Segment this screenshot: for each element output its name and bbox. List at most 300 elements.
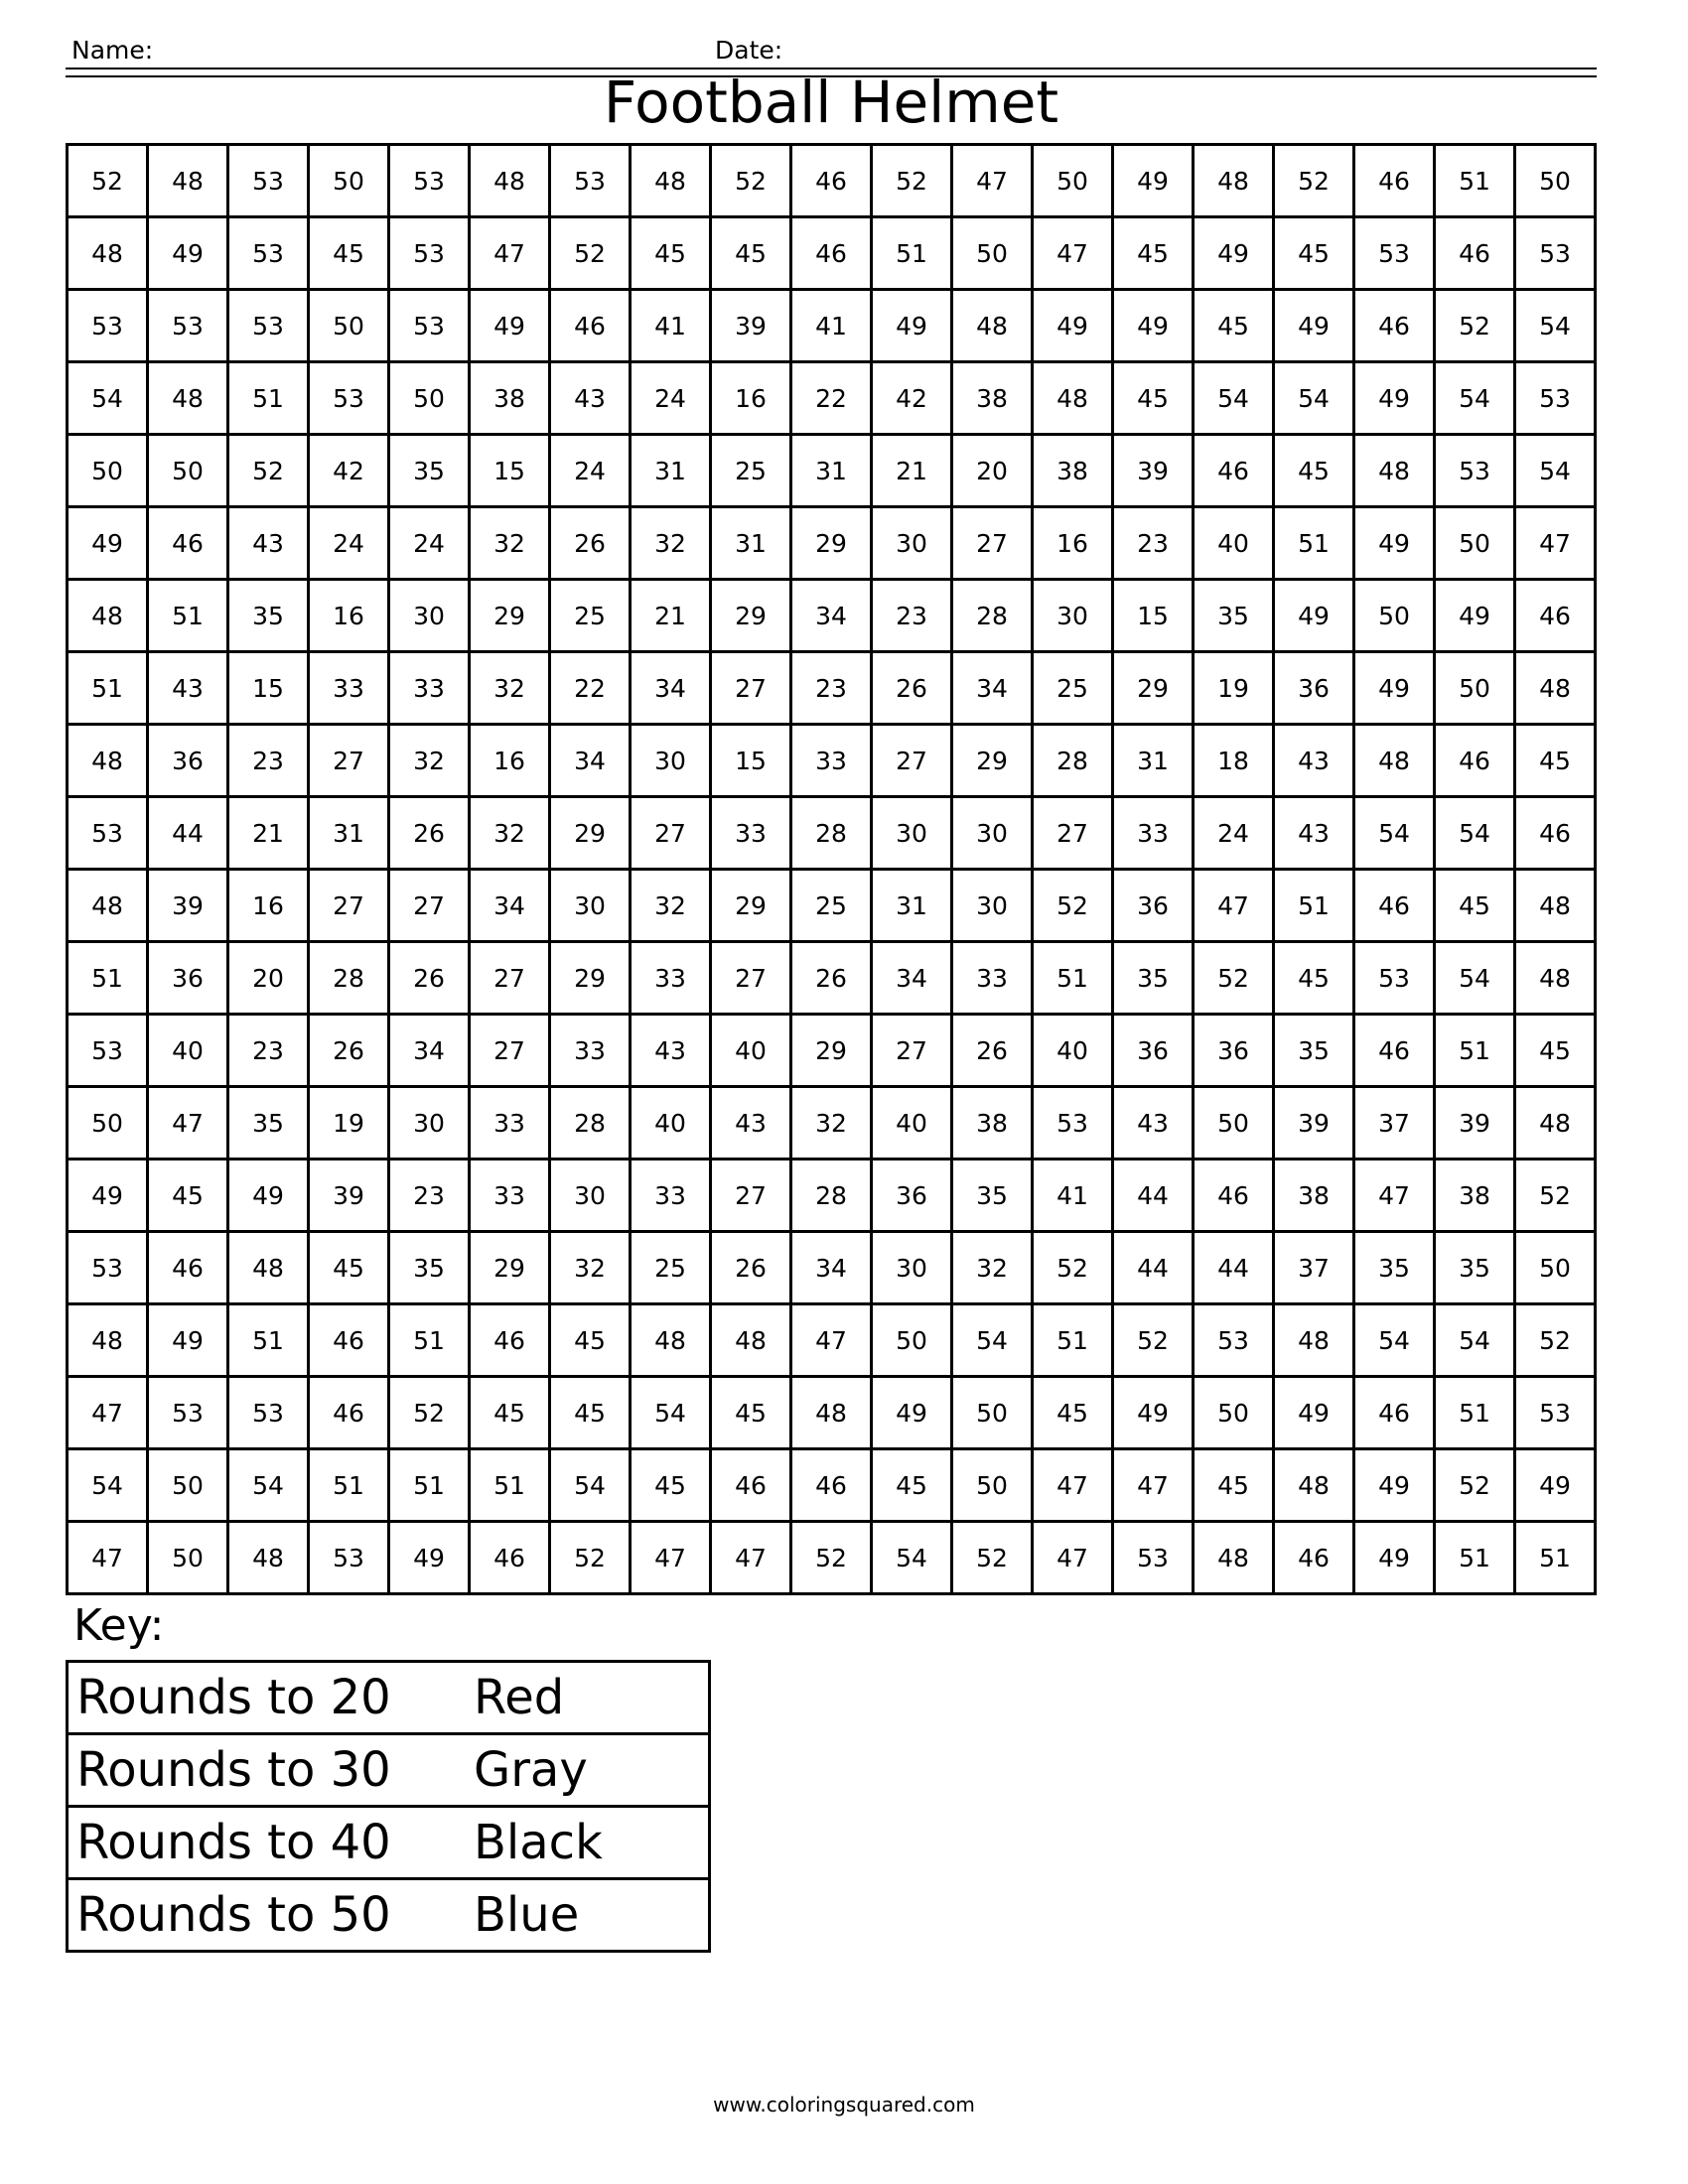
grid-cell[interactable]: 39 xyxy=(1274,1087,1354,1160)
grid-cell[interactable]: 23 xyxy=(791,652,872,725)
grid-cell[interactable]: 49 xyxy=(1435,580,1515,652)
grid-cell[interactable]: 46 xyxy=(1515,580,1596,652)
grid-cell[interactable]: 30 xyxy=(389,1087,470,1160)
grid-cell[interactable]: 53 xyxy=(309,362,389,435)
grid-cell[interactable]: 32 xyxy=(470,507,550,580)
grid-cell[interactable]: 48 xyxy=(1515,942,1596,1015)
grid-cell[interactable]: 46 xyxy=(309,1377,389,1449)
grid-cell[interactable]: 35 xyxy=(952,1160,1033,1232)
grid-cell[interactable]: 51 xyxy=(148,580,228,652)
grid-cell[interactable]: 45 xyxy=(631,1449,711,1522)
grid-cell[interactable]: 35 xyxy=(1274,1015,1354,1087)
grid-cell[interactable]: 53 xyxy=(1515,362,1596,435)
grid-cell[interactable]: 40 xyxy=(711,1015,791,1087)
grid-cell[interactable]: 26 xyxy=(389,797,470,870)
grid-cell[interactable]: 49 xyxy=(1113,145,1194,217)
grid-cell[interactable]: 52 xyxy=(228,435,309,507)
grid-cell[interactable]: 47 xyxy=(148,1087,228,1160)
grid-cell[interactable]: 27 xyxy=(711,1160,791,1232)
grid-cell[interactable]: 28 xyxy=(791,797,872,870)
grid-cell[interactable]: 29 xyxy=(550,797,631,870)
grid-cell[interactable]: 46 xyxy=(791,1449,872,1522)
grid-cell[interactable]: 54 xyxy=(952,1304,1033,1377)
grid-cell[interactable]: 50 xyxy=(68,1087,148,1160)
grid-cell[interactable]: 45 xyxy=(1515,1015,1596,1087)
grid-cell[interactable]: 19 xyxy=(309,1087,389,1160)
grid-cell[interactable]: 51 xyxy=(1435,1015,1515,1087)
grid-cell[interactable]: 46 xyxy=(1194,1160,1274,1232)
grid-cell[interactable]: 23 xyxy=(228,1015,309,1087)
grid-cell[interactable]: 43 xyxy=(1274,725,1354,797)
grid-cell[interactable]: 48 xyxy=(1274,1449,1354,1522)
grid-cell[interactable]: 24 xyxy=(309,507,389,580)
grid-cell[interactable]: 31 xyxy=(1113,725,1194,797)
grid-cell[interactable]: 35 xyxy=(1435,1232,1515,1304)
grid-cell[interactable]: 27 xyxy=(389,870,470,942)
grid-cell[interactable]: 16 xyxy=(1033,507,1113,580)
grid-cell[interactable]: 25 xyxy=(550,580,631,652)
grid-cell[interactable]: 30 xyxy=(631,725,711,797)
grid-cell[interactable]: 52 xyxy=(1435,1449,1515,1522)
grid-cell[interactable]: 30 xyxy=(550,1160,631,1232)
grid-cell[interactable]: 39 xyxy=(1435,1087,1515,1160)
grid-cell[interactable]: 45 xyxy=(872,1449,952,1522)
grid-cell[interactable]: 30 xyxy=(872,797,952,870)
grid-cell[interactable]: 45 xyxy=(1033,1377,1113,1449)
grid-cell[interactable]: 35 xyxy=(228,580,309,652)
grid-cell[interactable]: 24 xyxy=(389,507,470,580)
grid-cell[interactable]: 48 xyxy=(1515,1087,1596,1160)
grid-cell[interactable]: 52 xyxy=(1274,145,1354,217)
grid-cell[interactable]: 23 xyxy=(228,725,309,797)
grid-cell[interactable]: 48 xyxy=(68,870,148,942)
grid-cell[interactable]: 31 xyxy=(872,870,952,942)
grid-cell[interactable]: 48 xyxy=(1033,362,1113,435)
grid-cell[interactable]: 45 xyxy=(470,1377,550,1449)
grid-cell[interactable]: 15 xyxy=(470,435,550,507)
grid-cell[interactable]: 24 xyxy=(550,435,631,507)
grid-cell[interactable]: 53 xyxy=(148,290,228,362)
grid-cell[interactable]: 47 xyxy=(1354,1160,1435,1232)
grid-cell[interactable]: 52 xyxy=(1113,1304,1194,1377)
grid-cell[interactable]: 27 xyxy=(309,725,389,797)
grid-cell[interactable]: 46 xyxy=(1354,1377,1435,1449)
grid-cell[interactable]: 32 xyxy=(550,1232,631,1304)
grid-cell[interactable]: 31 xyxy=(631,435,711,507)
grid-cell[interactable]: 53 xyxy=(1354,217,1435,290)
grid-cell[interactable]: 25 xyxy=(791,870,872,942)
grid-cell[interactable]: 50 xyxy=(1435,507,1515,580)
grid-cell[interactable]: 44 xyxy=(1113,1232,1194,1304)
grid-cell[interactable]: 45 xyxy=(1194,1449,1274,1522)
grid-cell[interactable]: 50 xyxy=(952,217,1033,290)
grid-cell[interactable]: 39 xyxy=(148,870,228,942)
grid-cell[interactable]: 45 xyxy=(550,1304,631,1377)
grid-cell[interactable]: 26 xyxy=(952,1015,1033,1087)
grid-cell[interactable]: 25 xyxy=(631,1232,711,1304)
grid-cell[interactable]: 20 xyxy=(228,942,309,1015)
grid-cell[interactable]: 52 xyxy=(1033,870,1113,942)
grid-cell[interactable]: 48 xyxy=(68,580,148,652)
grid-cell[interactable]: 40 xyxy=(1033,1015,1113,1087)
grid-cell[interactable]: 54 xyxy=(228,1449,309,1522)
grid-cell[interactable]: 46 xyxy=(309,1304,389,1377)
grid-cell[interactable]: 49 xyxy=(68,507,148,580)
grid-cell[interactable]: 47 xyxy=(1033,1522,1113,1594)
grid-cell[interactable]: 27 xyxy=(1033,797,1113,870)
grid-cell[interactable]: 30 xyxy=(952,797,1033,870)
grid-cell[interactable]: 41 xyxy=(791,290,872,362)
grid-cell[interactable]: 27 xyxy=(952,507,1033,580)
grid-cell[interactable]: 24 xyxy=(631,362,711,435)
grid-cell[interactable]: 40 xyxy=(872,1087,952,1160)
grid-cell[interactable]: 27 xyxy=(872,725,952,797)
grid-cell[interactable]: 29 xyxy=(470,1232,550,1304)
grid-cell[interactable]: 53 xyxy=(1194,1304,1274,1377)
grid-cell[interactable]: 52 xyxy=(1033,1232,1113,1304)
grid-cell[interactable]: 45 xyxy=(309,1232,389,1304)
grid-cell[interactable]: 36 xyxy=(1113,870,1194,942)
grid-cell[interactable]: 26 xyxy=(872,652,952,725)
grid-cell[interactable]: 53 xyxy=(68,797,148,870)
grid-cell[interactable]: 45 xyxy=(631,217,711,290)
grid-cell[interactable]: 32 xyxy=(631,870,711,942)
grid-cell[interactable]: 46 xyxy=(711,1449,791,1522)
grid-cell[interactable]: 22 xyxy=(550,652,631,725)
grid-cell[interactable]: 47 xyxy=(68,1377,148,1449)
grid-cell[interactable]: 33 xyxy=(550,1015,631,1087)
grid-cell[interactable]: 48 xyxy=(228,1232,309,1304)
grid-cell[interactable]: 33 xyxy=(791,725,872,797)
grid-cell[interactable]: 53 xyxy=(1515,1377,1596,1449)
grid-cell[interactable]: 48 xyxy=(1354,725,1435,797)
grid-cell[interactable]: 49 xyxy=(470,290,550,362)
grid-cell[interactable]: 35 xyxy=(1113,942,1194,1015)
grid-cell[interactable]: 16 xyxy=(309,580,389,652)
grid-cell[interactable]: 43 xyxy=(1274,797,1354,870)
grid-cell[interactable]: 48 xyxy=(1274,1304,1354,1377)
grid-cell[interactable]: 44 xyxy=(1113,1160,1194,1232)
grid-cell[interactable]: 46 xyxy=(791,145,872,217)
grid-cell[interactable]: 41 xyxy=(1033,1160,1113,1232)
grid-cell[interactable]: 36 xyxy=(148,942,228,1015)
grid-cell[interactable]: 49 xyxy=(228,1160,309,1232)
grid-cell[interactable]: 30 xyxy=(1033,580,1113,652)
grid-cell[interactable]: 46 xyxy=(1435,217,1515,290)
grid-cell[interactable]: 53 xyxy=(1515,217,1596,290)
grid-cell[interactable]: 45 xyxy=(1515,725,1596,797)
grid-cell[interactable]: 50 xyxy=(1515,145,1596,217)
grid-cell[interactable]: 53 xyxy=(389,217,470,290)
grid-cell[interactable]: 29 xyxy=(711,580,791,652)
grid-cell[interactable]: 38 xyxy=(952,362,1033,435)
grid-cell[interactable]: 48 xyxy=(68,725,148,797)
grid-cell[interactable]: 38 xyxy=(952,1087,1033,1160)
grid-cell[interactable]: 48 xyxy=(1354,435,1435,507)
grid-cell[interactable]: 33 xyxy=(631,1160,711,1232)
grid-cell[interactable]: 27 xyxy=(872,1015,952,1087)
grid-cell[interactable]: 52 xyxy=(1515,1304,1596,1377)
grid-cell[interactable]: 50 xyxy=(1194,1377,1274,1449)
grid-cell[interactable]: 48 xyxy=(631,145,711,217)
grid-cell[interactable]: 28 xyxy=(309,942,389,1015)
grid-cell[interactable]: 45 xyxy=(1274,435,1354,507)
grid-cell[interactable]: 31 xyxy=(711,507,791,580)
grid-cell[interactable]: 49 xyxy=(872,290,952,362)
grid-cell[interactable]: 46 xyxy=(1354,1015,1435,1087)
grid-cell[interactable]: 45 xyxy=(711,217,791,290)
grid-cell[interactable]: 52 xyxy=(68,145,148,217)
grid-cell[interactable]: 48 xyxy=(470,145,550,217)
grid-cell[interactable]: 35 xyxy=(389,435,470,507)
grid-cell[interactable]: 48 xyxy=(952,290,1033,362)
grid-cell[interactable]: 49 xyxy=(1113,1377,1194,1449)
grid-cell[interactable]: 52 xyxy=(1515,1160,1596,1232)
grid-cell[interactable]: 33 xyxy=(470,1087,550,1160)
grid-cell[interactable]: 29 xyxy=(711,870,791,942)
grid-cell[interactable]: 52 xyxy=(550,1522,631,1594)
grid-cell[interactable]: 47 xyxy=(470,217,550,290)
grid-cell[interactable]: 54 xyxy=(1435,1304,1515,1377)
grid-cell[interactable]: 46 xyxy=(148,1232,228,1304)
grid-cell[interactable]: 35 xyxy=(228,1087,309,1160)
grid-cell[interactable]: 34 xyxy=(791,580,872,652)
grid-cell[interactable]: 53 xyxy=(1033,1087,1113,1160)
grid-cell[interactable]: 50 xyxy=(148,1522,228,1594)
grid-cell[interactable]: 48 xyxy=(1515,870,1596,942)
grid-cell[interactable]: 49 xyxy=(1033,290,1113,362)
grid-cell[interactable]: 49 xyxy=(1354,507,1435,580)
grid-cell[interactable]: 35 xyxy=(1354,1232,1435,1304)
grid-cell[interactable]: 52 xyxy=(872,145,952,217)
grid-cell[interactable]: 53 xyxy=(68,290,148,362)
grid-cell[interactable]: 45 xyxy=(1113,217,1194,290)
grid-cell[interactable]: 54 xyxy=(68,1449,148,1522)
grid-cell[interactable]: 47 xyxy=(1194,870,1274,942)
grid-cell[interactable]: 50 xyxy=(952,1449,1033,1522)
grid-cell[interactable]: 46 xyxy=(1354,870,1435,942)
grid-cell[interactable]: 53 xyxy=(389,145,470,217)
grid-cell[interactable]: 54 xyxy=(550,1449,631,1522)
grid-cell[interactable]: 48 xyxy=(791,1377,872,1449)
grid-cell[interactable]: 23 xyxy=(1113,507,1194,580)
grid-cell[interactable]: 39 xyxy=(711,290,791,362)
grid-cell[interactable]: 31 xyxy=(309,797,389,870)
grid-cell[interactable]: 43 xyxy=(148,652,228,725)
grid-cell[interactable]: 33 xyxy=(1113,797,1194,870)
grid-cell[interactable]: 51 xyxy=(228,1304,309,1377)
grid-cell[interactable]: 52 xyxy=(791,1522,872,1594)
grid-cell[interactable]: 26 xyxy=(791,942,872,1015)
grid-cell[interactable]: 50 xyxy=(389,362,470,435)
grid-cell[interactable]: 52 xyxy=(711,145,791,217)
grid-cell[interactable]: 51 xyxy=(1274,870,1354,942)
grid-cell[interactable]: 33 xyxy=(389,652,470,725)
grid-cell[interactable]: 32 xyxy=(389,725,470,797)
grid-cell[interactable]: 47 xyxy=(631,1522,711,1594)
grid-cell[interactable]: 50 xyxy=(1354,580,1435,652)
grid-cell[interactable]: 33 xyxy=(309,652,389,725)
grid-cell[interactable]: 49 xyxy=(872,1377,952,1449)
grid-cell[interactable]: 38 xyxy=(470,362,550,435)
grid-cell[interactable]: 50 xyxy=(148,1449,228,1522)
grid-cell[interactable]: 21 xyxy=(872,435,952,507)
grid-cell[interactable]: 50 xyxy=(1194,1087,1274,1160)
grid-cell[interactable]: 34 xyxy=(872,942,952,1015)
grid-cell[interactable]: 54 xyxy=(1435,942,1515,1015)
grid-cell[interactable]: 22 xyxy=(791,362,872,435)
grid-cell[interactable]: 49 xyxy=(68,1160,148,1232)
grid-cell[interactable]: 20 xyxy=(952,435,1033,507)
grid-cell[interactable]: 51 xyxy=(228,362,309,435)
grid-cell[interactable]: 50 xyxy=(952,1377,1033,1449)
grid-cell[interactable]: 54 xyxy=(1515,435,1596,507)
grid-cell[interactable]: 45 xyxy=(309,217,389,290)
grid-cell[interactable]: 50 xyxy=(1515,1232,1596,1304)
grid-cell[interactable]: 52 xyxy=(952,1522,1033,1594)
grid-cell[interactable]: 47 xyxy=(1033,217,1113,290)
grid-cell[interactable]: 45 xyxy=(1274,217,1354,290)
grid-cell[interactable]: 27 xyxy=(470,942,550,1015)
grid-cell[interactable]: 26 xyxy=(389,942,470,1015)
grid-cell[interactable]: 46 xyxy=(470,1522,550,1594)
grid-cell[interactable]: 30 xyxy=(389,580,470,652)
grid-cell[interactable]: 43 xyxy=(711,1087,791,1160)
grid-cell[interactable]: 51 xyxy=(1274,507,1354,580)
grid-cell[interactable]: 35 xyxy=(389,1232,470,1304)
grid-cell[interactable]: 54 xyxy=(1194,362,1274,435)
grid-cell[interactable]: 44 xyxy=(148,797,228,870)
grid-cell[interactable]: 54 xyxy=(631,1377,711,1449)
grid-cell[interactable]: 48 xyxy=(68,1304,148,1377)
grid-cell[interactable]: 49 xyxy=(1354,1522,1435,1594)
grid-cell[interactable]: 46 xyxy=(791,217,872,290)
grid-cell[interactable]: 47 xyxy=(952,145,1033,217)
grid-cell[interactable]: 33 xyxy=(952,942,1033,1015)
grid-cell[interactable]: 28 xyxy=(791,1160,872,1232)
grid-cell[interactable]: 46 xyxy=(550,290,631,362)
grid-cell[interactable]: 46 xyxy=(470,1304,550,1377)
grid-cell[interactable]: 54 xyxy=(1354,1304,1435,1377)
grid-cell[interactable]: 54 xyxy=(1274,362,1354,435)
grid-cell[interactable]: 38 xyxy=(1274,1160,1354,1232)
grid-cell[interactable]: 33 xyxy=(470,1160,550,1232)
grid-cell[interactable]: 45 xyxy=(1435,870,1515,942)
grid-cell[interactable]: 52 xyxy=(1194,942,1274,1015)
grid-cell[interactable]: 28 xyxy=(550,1087,631,1160)
grid-cell[interactable]: 16 xyxy=(470,725,550,797)
grid-cell[interactable]: 49 xyxy=(1194,217,1274,290)
grid-cell[interactable]: 48 xyxy=(148,145,228,217)
grid-cell[interactable]: 35 xyxy=(1194,580,1274,652)
grid-cell[interactable]: 33 xyxy=(711,797,791,870)
grid-cell[interactable]: 36 xyxy=(872,1160,952,1232)
grid-cell[interactable]: 38 xyxy=(1033,435,1113,507)
grid-cell[interactable]: 30 xyxy=(952,870,1033,942)
grid-cell[interactable]: 48 xyxy=(711,1304,791,1377)
grid-cell[interactable]: 45 xyxy=(550,1377,631,1449)
grid-cell[interactable]: 48 xyxy=(68,217,148,290)
grid-cell[interactable]: 40 xyxy=(148,1015,228,1087)
grid-cell[interactable]: 26 xyxy=(309,1015,389,1087)
grid-cell[interactable]: 40 xyxy=(631,1087,711,1160)
grid-cell[interactable]: 54 xyxy=(1515,290,1596,362)
grid-cell[interactable]: 53 xyxy=(68,1232,148,1304)
grid-cell[interactable]: 49 xyxy=(389,1522,470,1594)
grid-cell[interactable]: 50 xyxy=(309,145,389,217)
grid-cell[interactable]: 50 xyxy=(68,435,148,507)
grid-cell[interactable]: 50 xyxy=(148,435,228,507)
grid-cell[interactable]: 32 xyxy=(791,1087,872,1160)
grid-cell[interactable]: 47 xyxy=(1515,507,1596,580)
grid-cell[interactable]: 50 xyxy=(1033,145,1113,217)
grid-cell[interactable]: 34 xyxy=(952,652,1033,725)
grid-cell[interactable]: 53 xyxy=(309,1522,389,1594)
grid-cell[interactable]: 48 xyxy=(1515,652,1596,725)
grid-cell[interactable]: 50 xyxy=(309,290,389,362)
grid-cell[interactable]: 33 xyxy=(631,942,711,1015)
grid-cell[interactable]: 49 xyxy=(148,1304,228,1377)
grid-cell[interactable]: 40 xyxy=(1194,507,1274,580)
grid-cell[interactable]: 46 xyxy=(148,507,228,580)
grid-cell[interactable]: 53 xyxy=(228,145,309,217)
grid-cell[interactable]: 27 xyxy=(309,870,389,942)
grid-cell[interactable]: 29 xyxy=(470,580,550,652)
grid-cell[interactable]: 32 xyxy=(631,507,711,580)
grid-cell[interactable]: 45 xyxy=(1274,942,1354,1015)
grid-cell[interactable]: 48 xyxy=(1194,1522,1274,1594)
grid-cell[interactable]: 49 xyxy=(1515,1449,1596,1522)
grid-cell[interactable]: 37 xyxy=(1354,1087,1435,1160)
grid-cell[interactable]: 46 xyxy=(1194,435,1274,507)
grid-cell[interactable]: 26 xyxy=(711,1232,791,1304)
grid-cell[interactable]: 30 xyxy=(872,1232,952,1304)
grid-cell[interactable]: 46 xyxy=(1274,1522,1354,1594)
grid-cell[interactable]: 53 xyxy=(228,1377,309,1449)
grid-cell[interactable]: 52 xyxy=(550,217,631,290)
grid-cell[interactable]: 47 xyxy=(791,1304,872,1377)
grid-cell[interactable]: 47 xyxy=(1033,1449,1113,1522)
grid-cell[interactable]: 43 xyxy=(631,1015,711,1087)
grid-cell[interactable]: 49 xyxy=(1274,290,1354,362)
grid-cell[interactable]: 48 xyxy=(148,362,228,435)
grid-cell[interactable]: 29 xyxy=(952,725,1033,797)
grid-cell[interactable]: 24 xyxy=(1194,797,1274,870)
grid-cell[interactable]: 45 xyxy=(1194,290,1274,362)
grid-cell[interactable]: 54 xyxy=(1435,797,1515,870)
grid-cell[interactable]: 36 xyxy=(1113,1015,1194,1087)
grid-cell[interactable]: 51 xyxy=(470,1449,550,1522)
grid-cell[interactable]: 49 xyxy=(1354,1449,1435,1522)
grid-cell[interactable]: 51 xyxy=(872,217,952,290)
grid-cell[interactable]: 34 xyxy=(389,1015,470,1087)
grid-cell[interactable]: 30 xyxy=(550,870,631,942)
grid-cell[interactable]: 44 xyxy=(1194,1232,1274,1304)
grid-cell[interactable]: 47 xyxy=(68,1522,148,1594)
grid-cell[interactable]: 23 xyxy=(389,1160,470,1232)
grid-cell[interactable]: 31 xyxy=(791,435,872,507)
grid-cell[interactable]: 15 xyxy=(1113,580,1194,652)
grid-cell[interactable]: 52 xyxy=(1435,290,1515,362)
grid-cell[interactable]: 45 xyxy=(1113,362,1194,435)
grid-cell[interactable]: 54 xyxy=(1354,797,1435,870)
grid-cell[interactable]: 51 xyxy=(1435,145,1515,217)
grid-cell[interactable]: 27 xyxy=(631,797,711,870)
grid-cell[interactable]: 23 xyxy=(872,580,952,652)
grid-cell[interactable]: 16 xyxy=(228,870,309,942)
grid-cell[interactable]: 48 xyxy=(1194,145,1274,217)
grid-cell[interactable]: 27 xyxy=(470,1015,550,1087)
